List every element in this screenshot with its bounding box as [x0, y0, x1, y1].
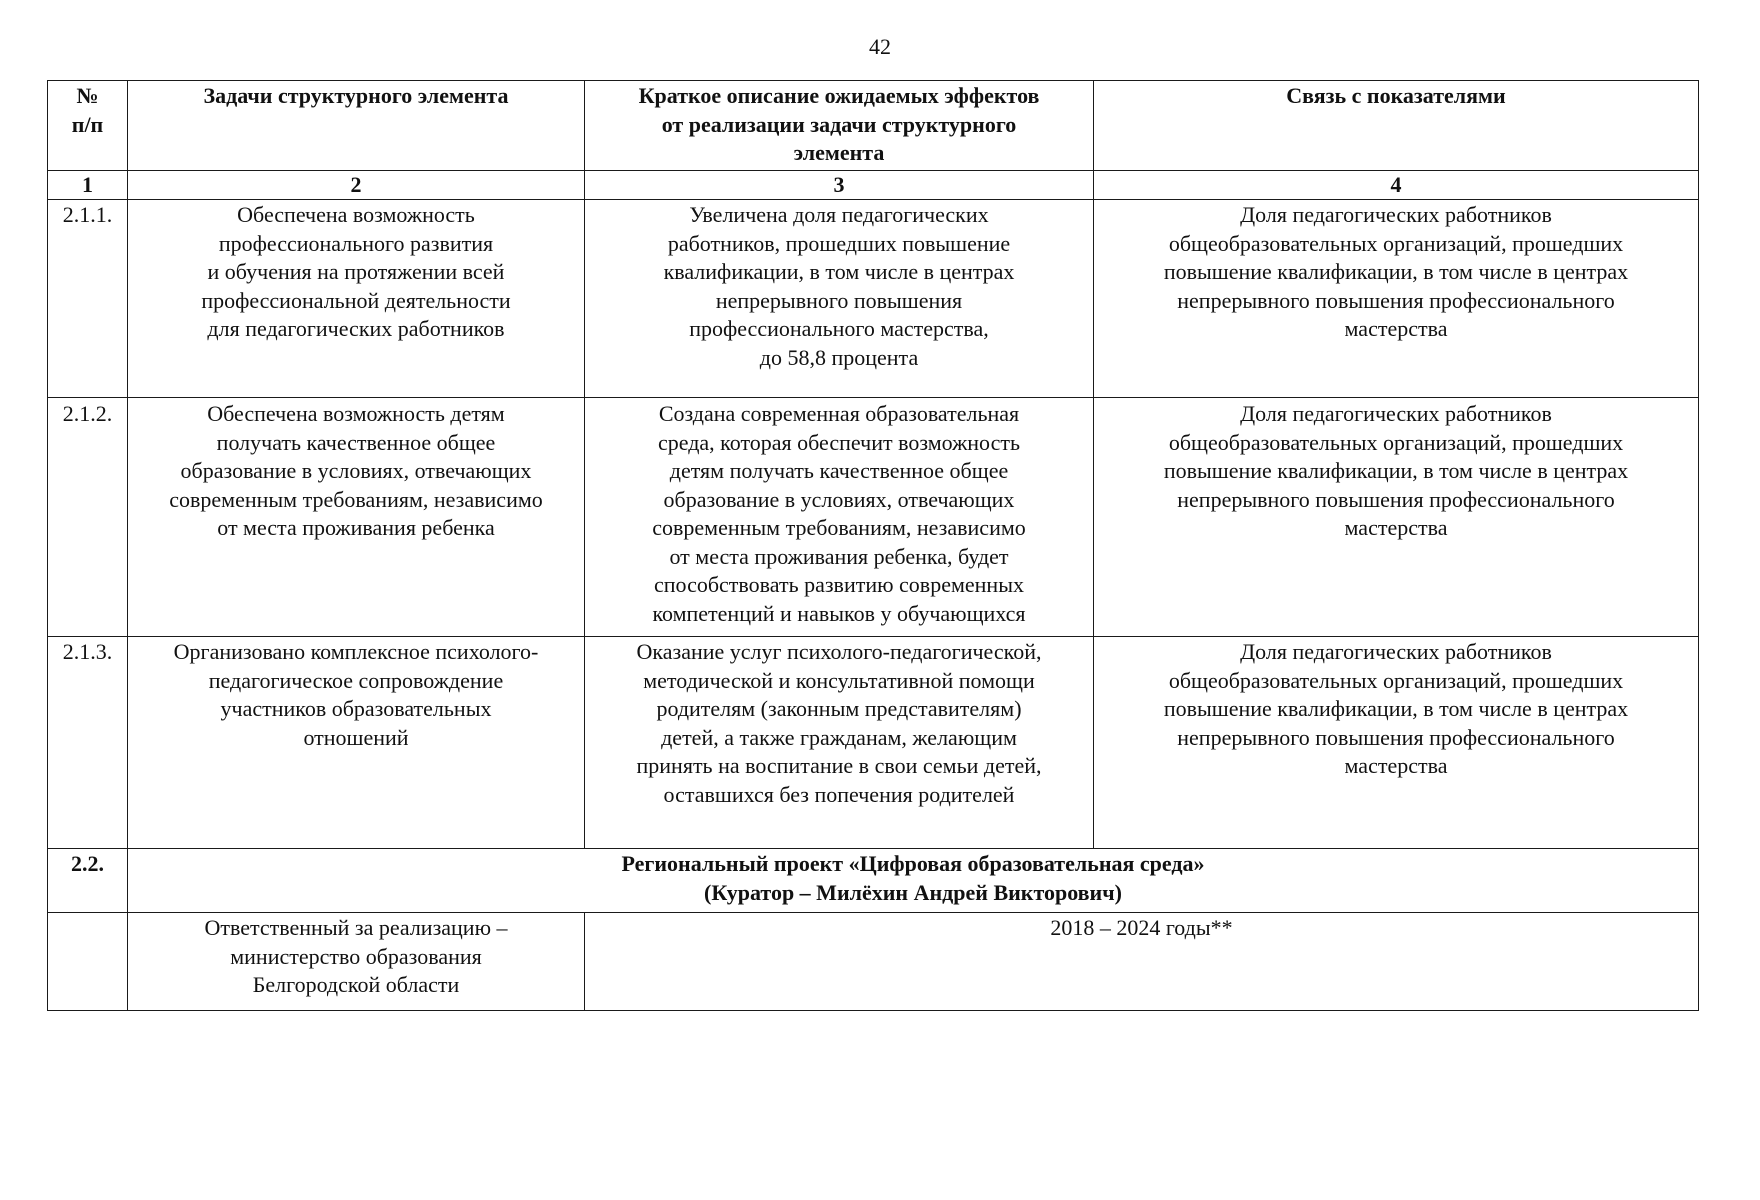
indicator-cell: Доля педагогических работников общеобразовательных организаций, прошедших повышение квалификации, в том числе в центрах непрерывного повышения профессионального мастерства [1094, 398, 1699, 637]
table-row [48, 637, 1699, 849]
column-number: 3 [585, 171, 1094, 200]
header-indicators: Связь с показателями [1094, 81, 1699, 171]
row-number: 2.1.1. [48, 200, 128, 398]
task-cell: Организовано комплексное психолого- педагогическое сопровождение участников образовательных отношений [128, 637, 585, 849]
header-num: № п/п [48, 81, 128, 171]
responsible-row [48, 913, 1699, 1011]
table-header-row [48, 81, 1699, 171]
effect-cell: Создана современная образовательная среда, которая обеспечит возможность детям получать качественное общее образование в условиях, отвечающих современным требованиям, независимо от места проживания ребенка, будет способствовать развитию современных компетенций и навыков у обучающихся [585, 398, 1094, 637]
column-number-row [48, 171, 1699, 200]
project-number: 2.2. [48, 849, 128, 913]
header-effects: Краткое описание ожидаемых эффектов от реализации задачи структурного элемента [585, 81, 1094, 171]
indicator-cell: Доля педагогических работников общеобразовательных организаций, прошедших повышение квалификации, в том числе в центрах непрерывного повышения профессионального мастерства [1094, 200, 1699, 398]
column-number: 2 [128, 171, 585, 200]
task-cell: Обеспечена возможность профессионального развития и обучения на протяжении всей профессиональной деятельности для педагогических работников [128, 200, 585, 398]
task-cell: Обеспечена возможность детям получать качественное общее образование в условиях, отвечающих современным требованиям, независимо от места проживания ребенка [128, 398, 585, 637]
table-row [48, 398, 1699, 637]
indicator-cell: Доля педагогических работников общеобразовательных организаций, прошедших повышение квалификации, в том числе в центрах непрерывного повышения профессионального мастерства [1094, 637, 1699, 849]
project-row [48, 849, 1699, 913]
page-number: 42 [869, 34, 891, 59]
column-number: 1 [48, 171, 128, 200]
effect-cell: Оказание услуг психолого-педагогической, методической и консультативной помощи родителям (законным представителям) детей, а также гражданам, желающим принять на воспитание в свои семьи детей, оставшихся без попечения родителей [585, 637, 1094, 849]
responsible-cell: Ответственный за реализацию – министерство образования Белгородской области [128, 913, 585, 1011]
header-tasks: Задачи структурного элемента [128, 81, 585, 171]
table-row [48, 200, 1699, 398]
tasks-table [47, 80, 1699, 1011]
empty-cell [48, 913, 128, 1011]
project-title: Региональный проект «Цифровая образовательная среда» (Куратор – Милёхин Андрей Викторович) [128, 849, 1699, 913]
period-cell: 2018 – 2024 годы** [585, 913, 1699, 1011]
effect-cell: Увеличена доля педагогических работников, прошедших повышение квалификации, в том числе в центрах непрерывного повышения профессионального мастерства, до 58,8 процента [585, 200, 1094, 398]
row-number: 2.1.2. [48, 398, 128, 637]
row-number: 2.1.3. [48, 637, 128, 849]
column-number: 4 [1094, 171, 1699, 200]
